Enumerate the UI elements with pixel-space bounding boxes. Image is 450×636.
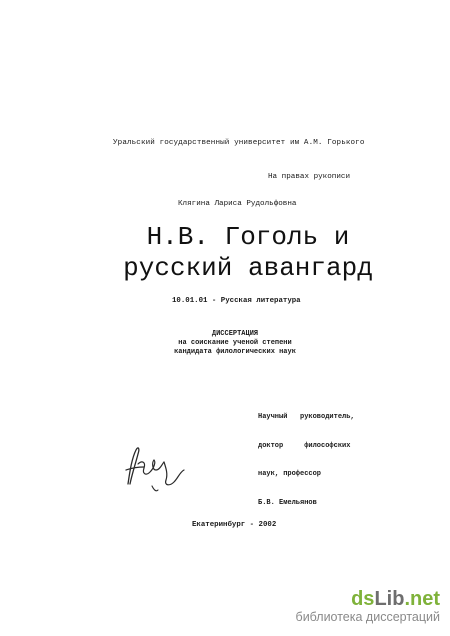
degree-line-2: кандидата филологических наук [174, 348, 296, 356]
handwritten-signature [118, 440, 193, 495]
author-name: Клягина Лариса Рудольфовна [178, 200, 297, 208]
degree-line-1: на соискание ученой степени [178, 339, 292, 347]
title-line-2: русский авангард [123, 253, 373, 283]
logo-part-lib: Lib [374, 588, 405, 610]
supervisor-line-2: доктор философских [258, 441, 351, 450]
manuscript-rights-note: На правах рукописи [268, 173, 351, 181]
title-line-1: Н.В. Гоголь и [146, 222, 350, 252]
specialty-code: 10.01.01 - Русская литература [172, 297, 301, 305]
watermark-subtitle: библиотека диссертаций [295, 610, 440, 624]
city-and-year: Екатеринбург - 2002 [192, 521, 277, 529]
supervisor-line-3: наук, профессор [258, 470, 322, 478]
supervisor-block [258, 394, 355, 527]
dissertation-title [118, 222, 378, 284]
dslib-watermark [296, 589, 440, 624]
supervisor-line-1: Научный руководитель, [258, 413, 355, 421]
dslib-logo [296, 589, 440, 609]
logo-part-ds: ds [351, 588, 375, 610]
supervisor-name: Б.В. Емельянов [258, 498, 317, 507]
dissertation-label: ДИССЕРТАЦИЯ [211, 330, 259, 338]
university-name: Уральский государственный университет им А.М. Горького [113, 139, 365, 147]
dissertation-degree-block [160, 330, 310, 357]
logo-part-net: .net [404, 588, 440, 610]
